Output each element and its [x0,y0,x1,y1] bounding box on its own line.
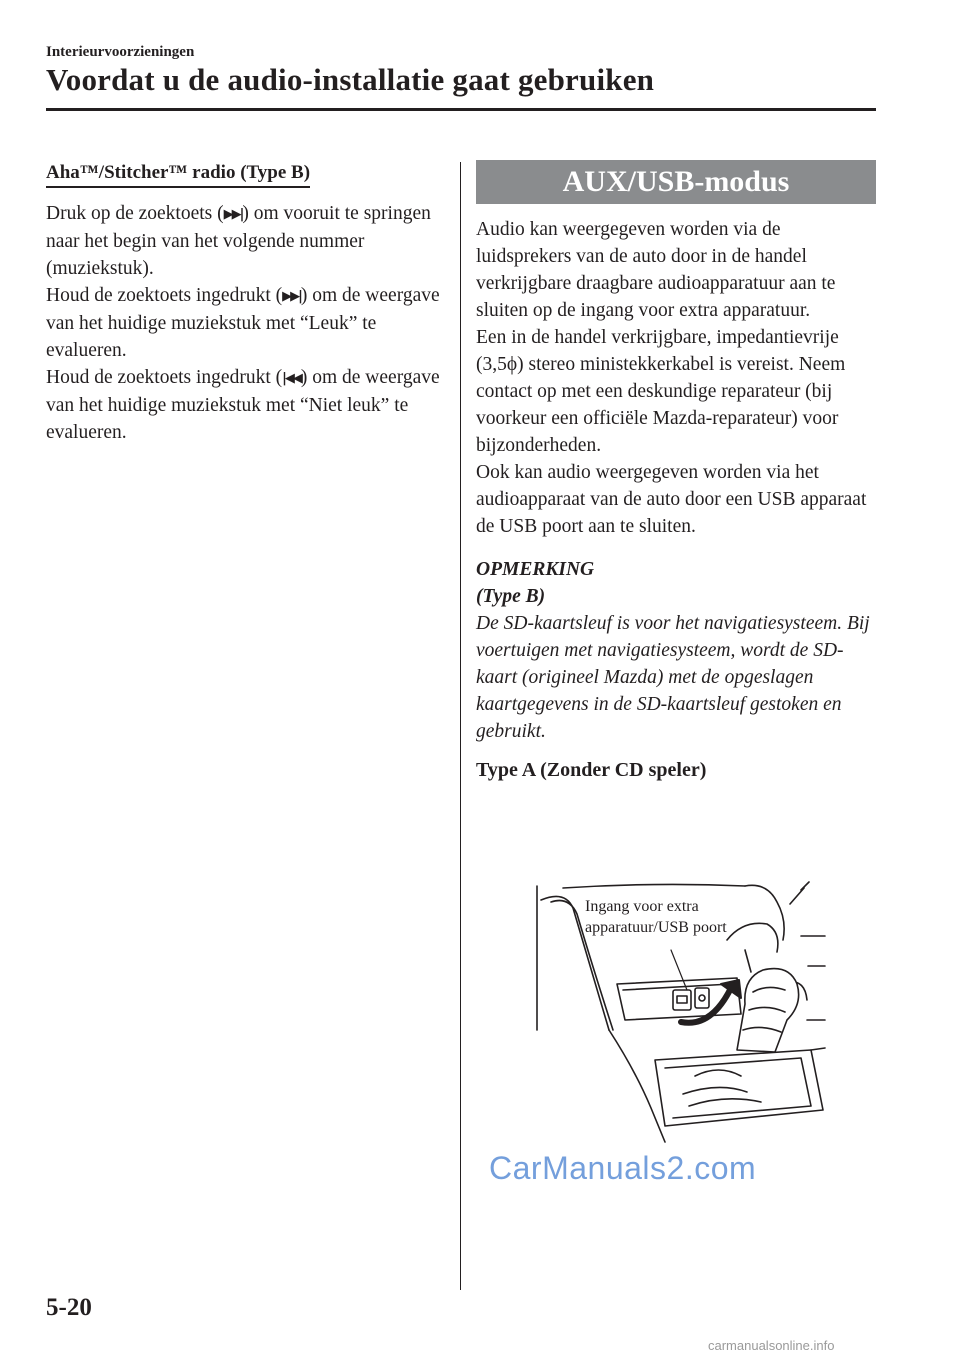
diameter-symbol: ϕ [506,354,518,375]
note-text: De SD-kaartsleuf is voor het navigatiesysteem. Bij voertuigen met navigatiesysteem, wordt de SD-kaart (origineel Mazda) met de opgeslagen kaartgegevens in de SD-kaartsleuf gestoken en gebruikt. [476,613,870,742]
aux-paragraph-1: Audio kan weergegeven worden via de luidsprekers van de auto door in de handel verkrijgbare draagbare audioapparatuur aan te sluiten op de ingang voor extra apparatuur. [476,219,836,321]
page-title: Voordat u de audio-installatie gaat gebruiken [46,62,655,97]
seek-forward-icon: ▶▶| [282,289,301,304]
note-label: OPMERKING [476,559,595,580]
callout-label: Ingang voor extra apparatuur/USB poort [585,898,727,936]
site-footer-mark: carmanualsonline.info [708,1338,835,1353]
title-rule [46,108,876,111]
paragraph-skip-forward: Druk op de zoektoets (▶▶|) om vooruit te springen naar het begin van het volgende nummer (muziekstuk). [46,203,431,279]
section-label: Interieurvoorzieningen [46,44,195,60]
type-a-heading: Type A (Zonder CD speler) [476,759,707,781]
right-column [476,160,876,782]
seek-backward-icon: |◀◀ [282,371,301,386]
aux-paragraph-3: Ook kan audio weergegeven worden via het audioapparaat van de auto door een USB apparaat de USB poort aan te sluiten. [476,462,867,537]
seek-forward-icon: ▶▶| [223,207,243,222]
paragraph-like: Houd de zoektoets ingedrukt (▶▶|) om de weergave van het huidige muziekstuk met “Leuk” te evalueren. [46,285,440,361]
aux-paragraph-2: Een in de handel verkrijgbare, impedantievrije (3,5ϕ) stereo ministekkerkabel is vereist. Neem contact op met een deskundige reparateur (bij voorkeur een officiële Mazda-reparateur) voor bijzonderheden. [476,327,846,456]
left-column [46,162,446,446]
column-divider [460,162,461,1290]
aha-stitcher-heading: Aha™/Stitcher™ radio (Type B) [46,162,310,188]
watermark: CarManuals2.com [489,1150,757,1186]
paragraph-dislike: Houd de zoektoets ingedrukt (|◀◀) om de weergave van het huidige muziekstuk met “Niet leuk” te evalueren. [46,367,440,443]
page-number: 5-20 [46,1294,92,1321]
note-type: (Type B) [476,586,546,607]
note-block [476,556,876,745]
aux-usb-banner: AUX/USB-modus [476,160,876,204]
console-illustration [505,880,835,1155]
